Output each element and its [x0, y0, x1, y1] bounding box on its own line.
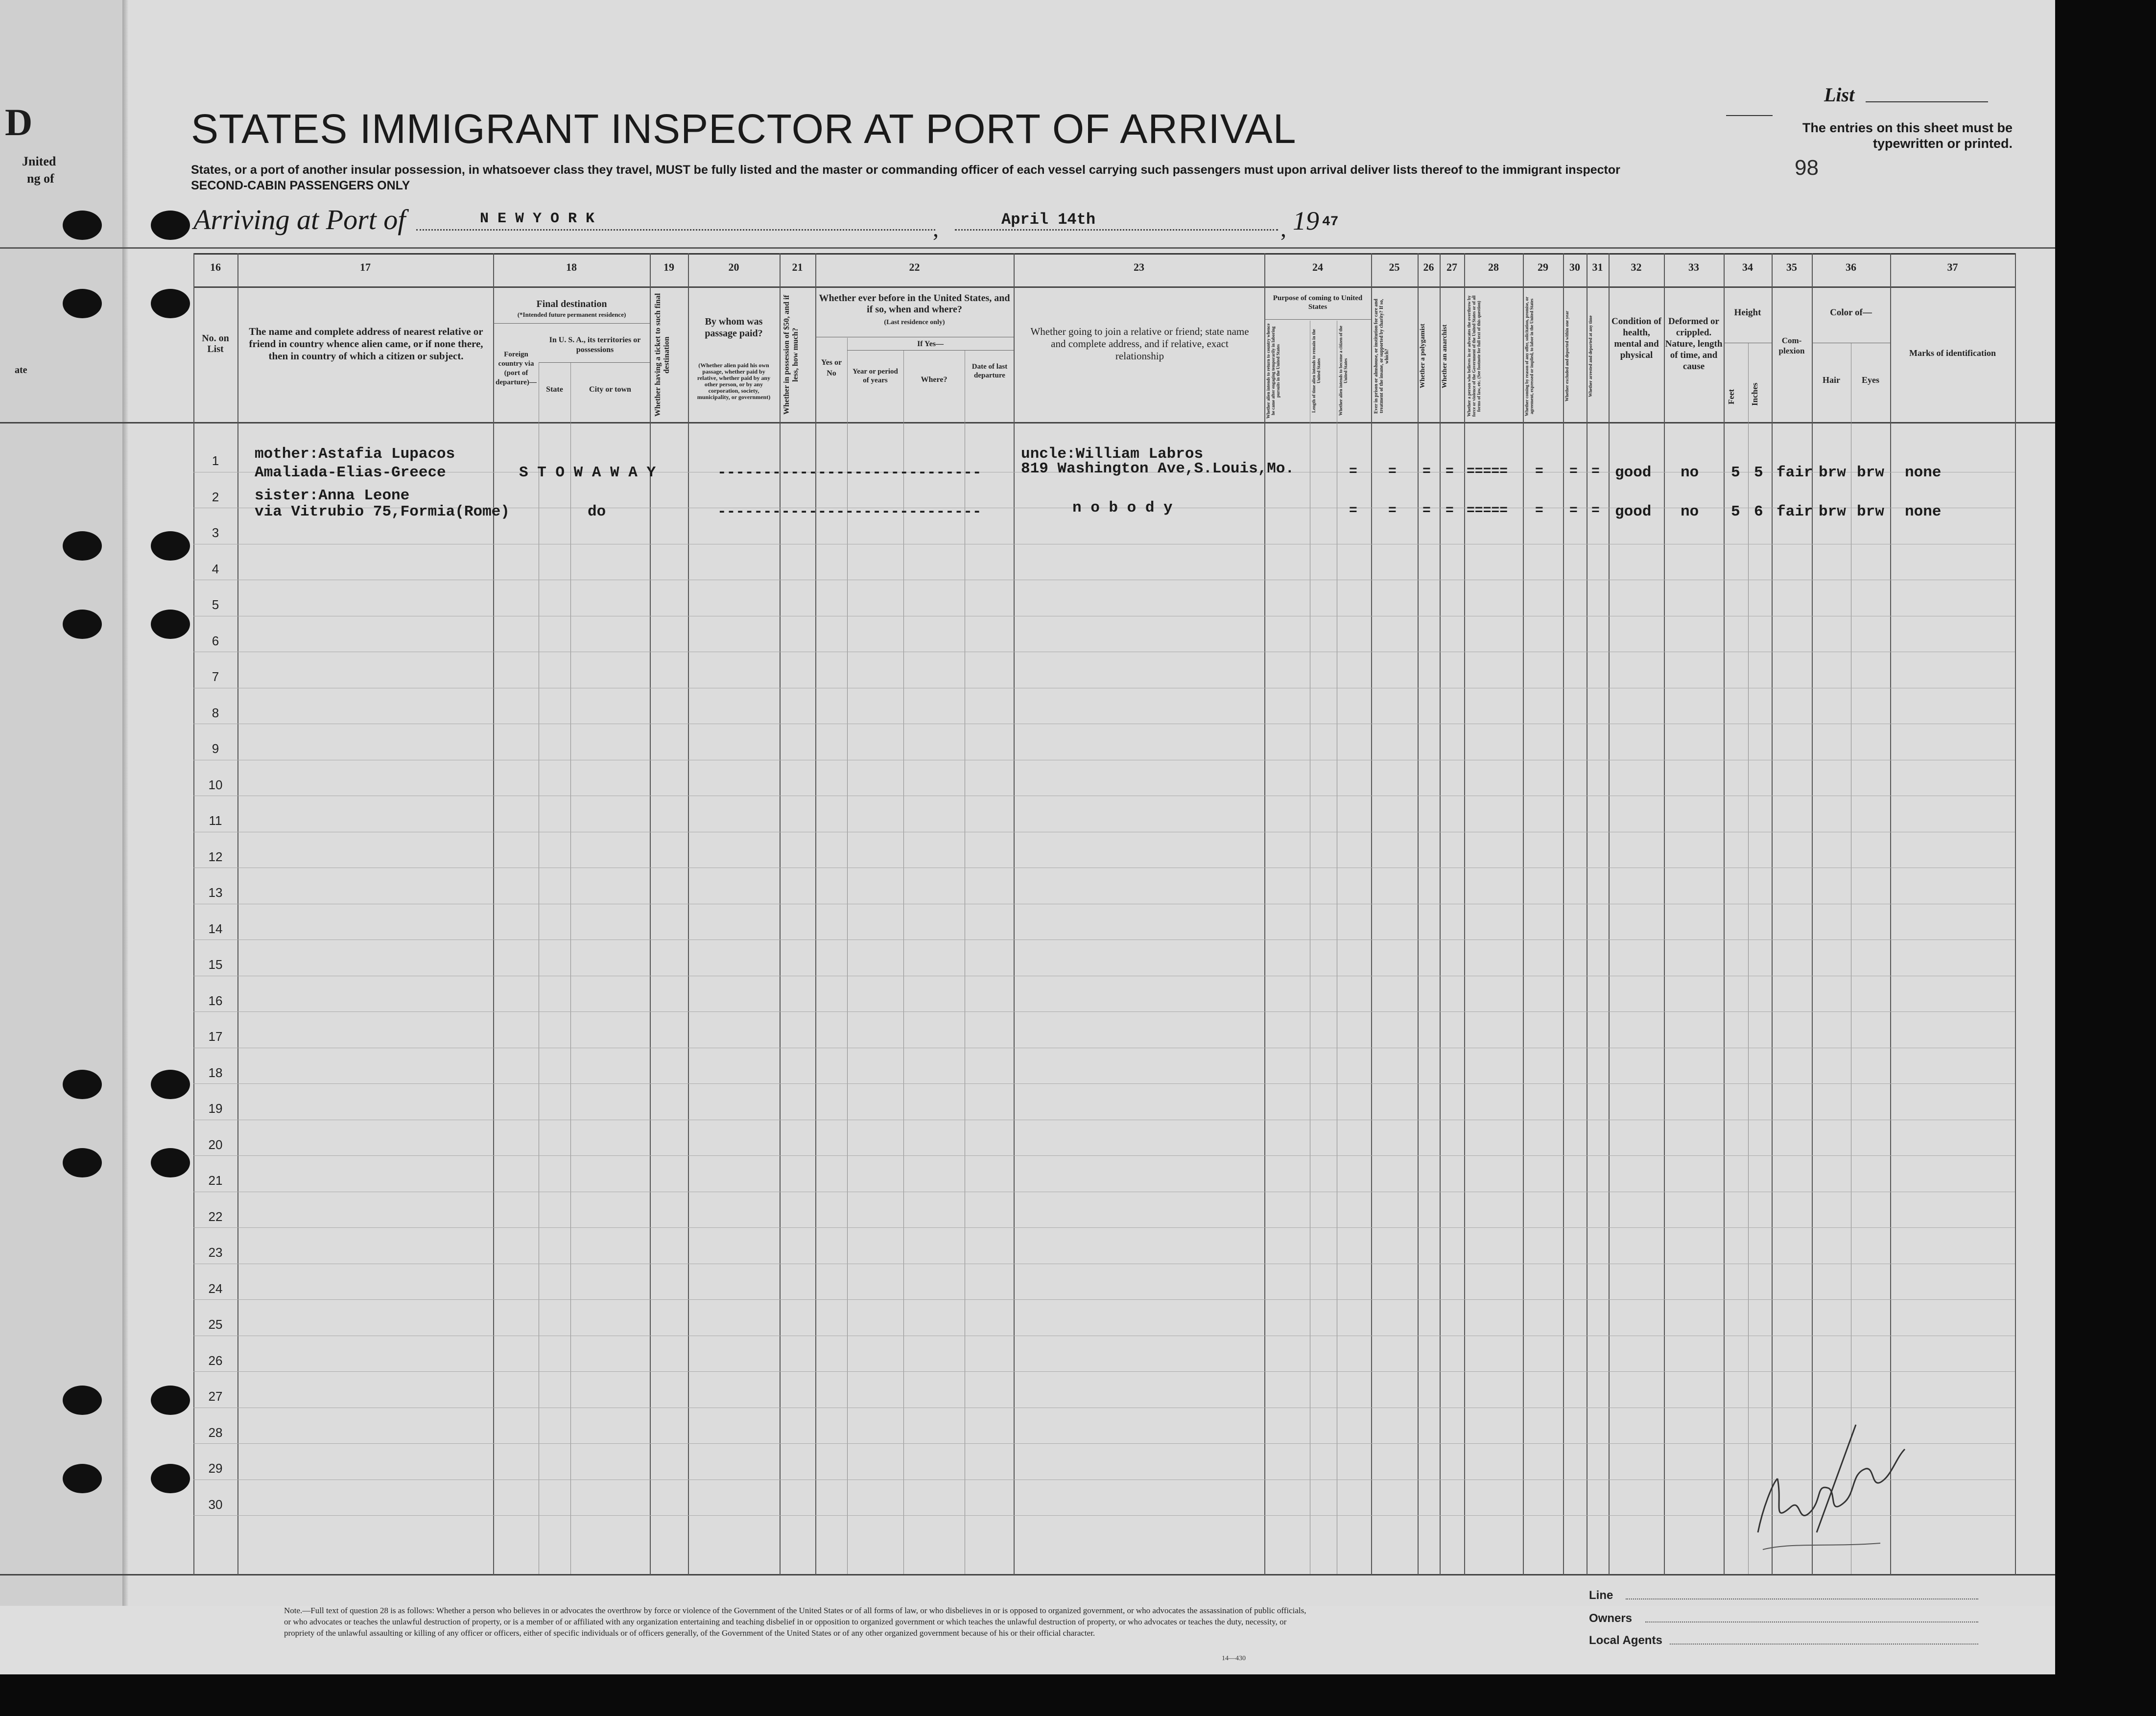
owners-label: Owners	[1589, 1612, 1633, 1625]
punch-hole	[151, 1464, 190, 1493]
header-question-28: Whether a person who believes in or advocates the overthrow by force or violence of the Government of the United States or of all forms of law, etc. (See footnote for full text of this question)	[1467, 295, 1481, 417]
header-excluded: Whether excluded and deported within one year	[1564, 310, 1569, 402]
row2-hair: brw	[1819, 503, 1846, 520]
colnum: 30	[1569, 261, 1580, 273]
row-number: 16	[208, 993, 223, 1008]
colnum: 24	[1312, 261, 1323, 273]
row1-eq-25: =	[1388, 464, 1397, 479]
row-number: 7	[212, 669, 219, 684]
list-label: List	[1824, 84, 1855, 106]
column-divider	[688, 253, 689, 1575]
row-number: 10	[208, 777, 223, 792]
column-divider	[650, 253, 651, 1575]
colnum: 33	[1688, 261, 1699, 273]
colnum: 20	[728, 261, 739, 273]
row-rule	[193, 1011, 2015, 1012]
punch-hole	[151, 610, 190, 639]
row1-eq-27: =	[1445, 464, 1454, 479]
punch-hole	[63, 1148, 102, 1177]
header-if-yes: If Yes—	[917, 340, 944, 348]
punch-hole	[151, 1070, 190, 1099]
header-complexion: Com-plexion	[1778, 336, 1805, 355]
punch-hole	[63, 1464, 102, 1493]
header-no-on-list: No. on List	[202, 333, 229, 354]
row-number: 15	[208, 957, 223, 972]
row2-deformed: no	[1681, 503, 1699, 520]
colnum: 31	[1592, 261, 1603, 273]
row-number: 11	[209, 813, 222, 828]
row-number: 25	[208, 1317, 223, 1332]
row2-eq-29: =	[1535, 503, 1543, 518]
scan-border-right	[2055, 0, 2156, 1716]
colnum-rule	[193, 286, 2015, 288]
colnum: 25	[1389, 261, 1400, 273]
row-number: 20	[208, 1137, 223, 1152]
punch-hole	[63, 211, 102, 240]
row-number: 13	[208, 885, 223, 900]
column-divider	[1418, 253, 1419, 1575]
row1-complexion: fair	[1777, 464, 1813, 481]
footnote-question-28: Note.—Full text of question 28 is as follows: Whether a person who believes in or advocates the overthrow by force or violence of the Government of the United States or of all forms of law, or who disbelieves in or is opposed to organized government, or who advocates the assassination of public officials, or who advocates or teaches the unlawful destruction of property, or is a member of or affiliated with any organization entertaining and teaching disbelief in or opposition to organized government or which teaches the unlawful destruction of property, or who advocates or teaches the duty, necessity, or propriety of the unlawful assaulting or killing of any officer or officers, either of specific individuals or of officers generally, of the Government of the United States or of any other organized government because of his or their official character.	[284, 1606, 1306, 1638]
row1-join-line1: uncle:William Labros	[1021, 446, 1204, 463]
row2-eq-24: =	[1349, 503, 1357, 518]
column-subdivider	[1748, 343, 1749, 1574]
header-passage-paid: By whom was passage paid?	[705, 316, 763, 339]
punch-hole	[63, 531, 102, 561]
port-line	[416, 229, 935, 231]
row2-identification: none	[1905, 503, 1942, 520]
row-number: 3	[212, 525, 219, 540]
row-rule	[193, 1443, 2015, 1444]
left-fragment-ng-of: ng of	[27, 171, 54, 186]
row1-passage-dashes: -----------------------------	[717, 464, 982, 481]
table-top-rule	[193, 253, 2015, 255]
colnum: 16	[210, 261, 221, 273]
header-intended-residence: (*Intended future permanent residence)	[517, 311, 626, 318]
column-divider	[780, 253, 781, 1575]
column-divider	[1264, 253, 1265, 1575]
row2-destination: do	[588, 503, 606, 520]
table-top-border	[0, 247, 2055, 249]
year-prefix: 19	[1293, 206, 1319, 235]
row-number: 12	[208, 849, 223, 864]
handwritten-signature	[1743, 1410, 1919, 1557]
header-inches: Inches	[1750, 382, 1759, 406]
header-bottom-rule	[0, 422, 2055, 423]
header-subrule	[1264, 319, 1371, 320]
row-number: 5	[212, 597, 219, 612]
row-rule	[193, 1227, 2015, 1228]
colnum: 29	[1538, 261, 1548, 273]
header-foreign-country: Foreign country via (port of departure)—	[496, 351, 537, 386]
row2-relative-line1: sister:Anna Leone	[255, 487, 410, 504]
colnum: 27	[1446, 261, 1457, 273]
colnum: 17	[360, 261, 371, 273]
column-divider	[1014, 253, 1015, 1575]
form-number: 14—430	[1222, 1655, 1246, 1662]
scan-border-bottom	[0, 1674, 2156, 1716]
header-year-period: Year or period of years	[853, 368, 898, 384]
page-fold	[122, 0, 129, 1665]
header-passage-detail: (Whether alien paid his own passage, whether paid by relative, whether paid by any other person, or by any corporation, society, municipality, or government)	[697, 362, 771, 400]
colnum: 28	[1488, 261, 1499, 273]
row-number: 8	[212, 705, 219, 720]
year-suffix: 47	[1322, 214, 1339, 230]
subtitle-line1: States, or a port of another insular possession, in whatsoever class they travel, MUST be fully listed and the master or commanding officer of each vessel carrying such passengers must upon arrival deliver lists thereof to the immigrant inspector	[191, 163, 1620, 177]
punch-hole	[63, 610, 102, 639]
column-divider	[815, 253, 816, 1575]
subtitle-line2: SECOND-CABIN PASSENGERS ONLY	[191, 179, 410, 192]
header-purpose-citizen: Whether alien intends to become a citizen of the United States	[1338, 326, 1348, 416]
row2-complexion: fair	[1777, 503, 1813, 520]
header-health: Condition of health, mental and physical	[1611, 316, 1661, 360]
row1-identification: none	[1905, 464, 1942, 481]
row1-feet: 5	[1731, 464, 1740, 481]
punch-hole	[63, 289, 102, 318]
date-comma: ,	[1280, 216, 1286, 242]
colnum: 23	[1134, 261, 1144, 273]
punch-hole	[151, 531, 190, 561]
row-number: 6	[212, 634, 219, 648]
colnum: 35	[1786, 261, 1797, 273]
colnum: 19	[663, 261, 674, 273]
row2-eyes: brw	[1857, 503, 1884, 520]
row-number: 4	[212, 562, 219, 576]
colnum: 18	[566, 261, 577, 273]
header-hair: Hair	[1823, 375, 1840, 385]
column-divider	[493, 253, 494, 1575]
row-rule	[193, 1299, 2015, 1300]
column-divider	[1890, 253, 1891, 1575]
row2-eq-26: =	[1422, 503, 1431, 518]
column-subdivider	[847, 338, 848, 1574]
row1-inches: 5	[1754, 464, 1763, 481]
header-city: City or town	[589, 385, 631, 394]
column-divider	[237, 253, 238, 1575]
row1-eq-29: =	[1535, 464, 1543, 479]
row1-eq-30: =	[1569, 464, 1578, 479]
header-ticket: Whether having a ticket to such final destination	[654, 293, 671, 417]
line-label: Line	[1589, 1589, 1613, 1602]
column-divider	[1523, 253, 1524, 1575]
header-prison: Ever in prison or almshouse, or institution for care and treatment of the insane, or supported by charity? If so, which?	[1374, 299, 1390, 414]
row1-eq-31: =	[1591, 464, 1600, 479]
row-number: 1	[212, 453, 219, 468]
row2-join-line1: n o b o d y	[1072, 499, 1173, 517]
port-comma: ,	[933, 216, 939, 242]
header-last-residence: (Last residence only)	[884, 319, 945, 326]
punch-hole	[151, 211, 190, 240]
row-number: 14	[208, 921, 223, 936]
row-number: 9	[212, 741, 219, 756]
row-number: 18	[208, 1065, 223, 1080]
row1-eq-28: =====	[1467, 464, 1508, 479]
punch-hole	[151, 289, 190, 318]
arriving-label: Arriving at Port of	[193, 204, 406, 235]
header-final-destination: Final destination	[536, 299, 607, 309]
row1-eq-26: =	[1422, 464, 1431, 479]
arrival-date: April 14th	[1001, 211, 1096, 229]
row-number: 28	[208, 1425, 223, 1440]
header-where: Where?	[921, 376, 948, 384]
row-number: 2	[212, 490, 219, 504]
port-value: N E W Y O R K	[480, 211, 595, 227]
header-polygamist: Whether a polygamist	[1419, 324, 1426, 389]
row-number: 24	[208, 1281, 223, 1296]
header-yes-no: Yes or No	[821, 358, 842, 377]
colnum: 37	[1947, 261, 1958, 273]
header-eyes: Eyes	[1862, 375, 1879, 385]
manifest-page	[128, 0, 2055, 1606]
row2-eq-31: =	[1591, 503, 1600, 518]
row1-eyes: brw	[1857, 464, 1884, 481]
row-number: 27	[208, 1389, 223, 1404]
column-divider	[1371, 253, 1372, 1575]
row-rule	[193, 1371, 2015, 1372]
row-number: 29	[208, 1461, 223, 1476]
row2-passage-dashes: -----------------------------	[717, 503, 982, 520]
header-in-usa: In U. S. A., its territories or possessions	[549, 336, 641, 354]
row-rule	[193, 1515, 2015, 1516]
header-anarchist: Whether an anarchist	[1441, 324, 1448, 388]
row-rule	[193, 1083, 2015, 1084]
row2-eq-25: =	[1388, 503, 1397, 518]
row2-eq-27: =	[1445, 503, 1454, 518]
header-last-departure: Date of last departure	[971, 363, 1008, 379]
header-state: State	[546, 385, 563, 394]
left-fragment-ate: ate	[15, 365, 27, 376]
colnum: 22	[909, 261, 920, 273]
column-divider	[1772, 253, 1773, 1575]
header-fifty-dollars: Whether in possession of $50, and if less, how much?	[782, 295, 800, 415]
header-color-of: Color of—	[1830, 307, 1872, 318]
left-page-strip	[0, 0, 128, 1665]
page-title: STATES IMMIGRANT INSPECTOR AT PORT OF ARRIVAL	[191, 106, 1297, 152]
colnum: 26	[1423, 261, 1434, 273]
row1-join-line2: 819 Washington Ave,S.Louis,Mo.	[1021, 460, 1295, 477]
row-number: 19	[208, 1101, 223, 1116]
header-join-relative: Whether going to join a relative or friend; state name and complete address, and if relative, exact relationship	[1030, 326, 1249, 362]
column-divider	[2015, 253, 2016, 1575]
punch-hole	[63, 1070, 102, 1099]
colnum: 32	[1631, 261, 1642, 273]
header-identification: Marks of identification	[1909, 348, 1996, 358]
header-purpose-return: Whether alien intends to return to country whence he came after engaging temporarily in laboring pursuits in the United States	[1266, 323, 1280, 419]
row1-health: good	[1615, 464, 1652, 481]
local-agents-field	[1670, 1644, 1978, 1645]
colnum: 34	[1742, 261, 1753, 273]
header-deformed: Deformed or crippled. Nature, length of time, and cause	[1665, 316, 1723, 372]
list-line	[1866, 101, 1988, 102]
header-labor-offer: Whether coming by reason of any offer, solicitation, promise, or agreement, expressed or implied, to labor in the United States	[1524, 296, 1534, 416]
local-agents-label: Local Agents	[1589, 1634, 1662, 1647]
row2-eq-30: =	[1569, 503, 1578, 518]
row2-health: good	[1615, 503, 1652, 520]
colnum: 36	[1846, 261, 1856, 273]
row-rule	[193, 1155, 2015, 1156]
header-subrule	[493, 323, 650, 324]
column-divider	[1609, 253, 1610, 1575]
punch-hole	[151, 1386, 190, 1415]
date-line	[955, 229, 1278, 231]
row2-relative-line2: via Vitrubio 75,Formia(Rome)	[255, 503, 510, 520]
header-height: Height	[1734, 307, 1761, 318]
table-bottom-rule	[0, 1574, 2055, 1575]
column-divider	[1664, 253, 1665, 1575]
row2-inches: 6	[1754, 503, 1763, 520]
colnum: 21	[792, 261, 803, 273]
punch-hole	[63, 1386, 102, 1415]
row1-eq-24: =	[1349, 464, 1357, 479]
column-divider	[1563, 253, 1564, 1575]
header-subrule	[847, 350, 1014, 351]
column-divider	[1724, 253, 1725, 1575]
row-number: 30	[208, 1497, 223, 1512]
header-subrule	[539, 362, 650, 363]
sheet-number: 98	[1795, 156, 1819, 180]
column-subdivider	[903, 350, 904, 1574]
header-purpose: Purpose of coming to United States	[1273, 294, 1363, 311]
row1-hair: brw	[1819, 464, 1846, 481]
entries-note: The entries on this sheet must be typewritten or printed.	[1802, 120, 2013, 151]
header-purpose-length: Length of time alien intends to remain in the United States	[1311, 329, 1321, 413]
column-divider	[193, 253, 194, 1575]
row1-deformed: no	[1681, 464, 1699, 481]
row-number: 21	[208, 1173, 223, 1188]
row1-relative-line1: mother:Astafia Lupacos	[255, 446, 455, 463]
row-number: 23	[208, 1245, 223, 1260]
left-fragment-united: Jnited	[22, 154, 56, 168]
row2-feet: 5	[1731, 503, 1740, 520]
column-divider	[1812, 253, 1813, 1575]
punch-hole	[151, 1148, 190, 1177]
column-divider	[1464, 253, 1465, 1575]
header-ever-before: Whether ever before in the United States, and if so, when and where?	[819, 293, 1010, 315]
row-number: 17	[208, 1029, 223, 1044]
header-feet: Feet	[1727, 389, 1736, 404]
entries-note-mark	[1726, 115, 1773, 116]
header-relative-address: The name and complete address of nearest relative or friend in country whence alien came, or if none there, then in country of which a citizen or subject.	[249, 326, 483, 362]
left-fragment-letter: D	[5, 101, 33, 143]
row-number: 26	[208, 1353, 223, 1368]
row2-eq-28: =====	[1467, 503, 1508, 518]
header-arrested: Whether arrested and deported at any time	[1588, 315, 1593, 397]
row1-relative-line2: Amaliada-Elias-Greece	[255, 464, 446, 481]
line-field	[1626, 1598, 1978, 1599]
row-number: 22	[208, 1209, 223, 1224]
row1-destination: S T O W A W A Y	[519, 464, 656, 481]
column-divider	[1440, 253, 1441, 1575]
